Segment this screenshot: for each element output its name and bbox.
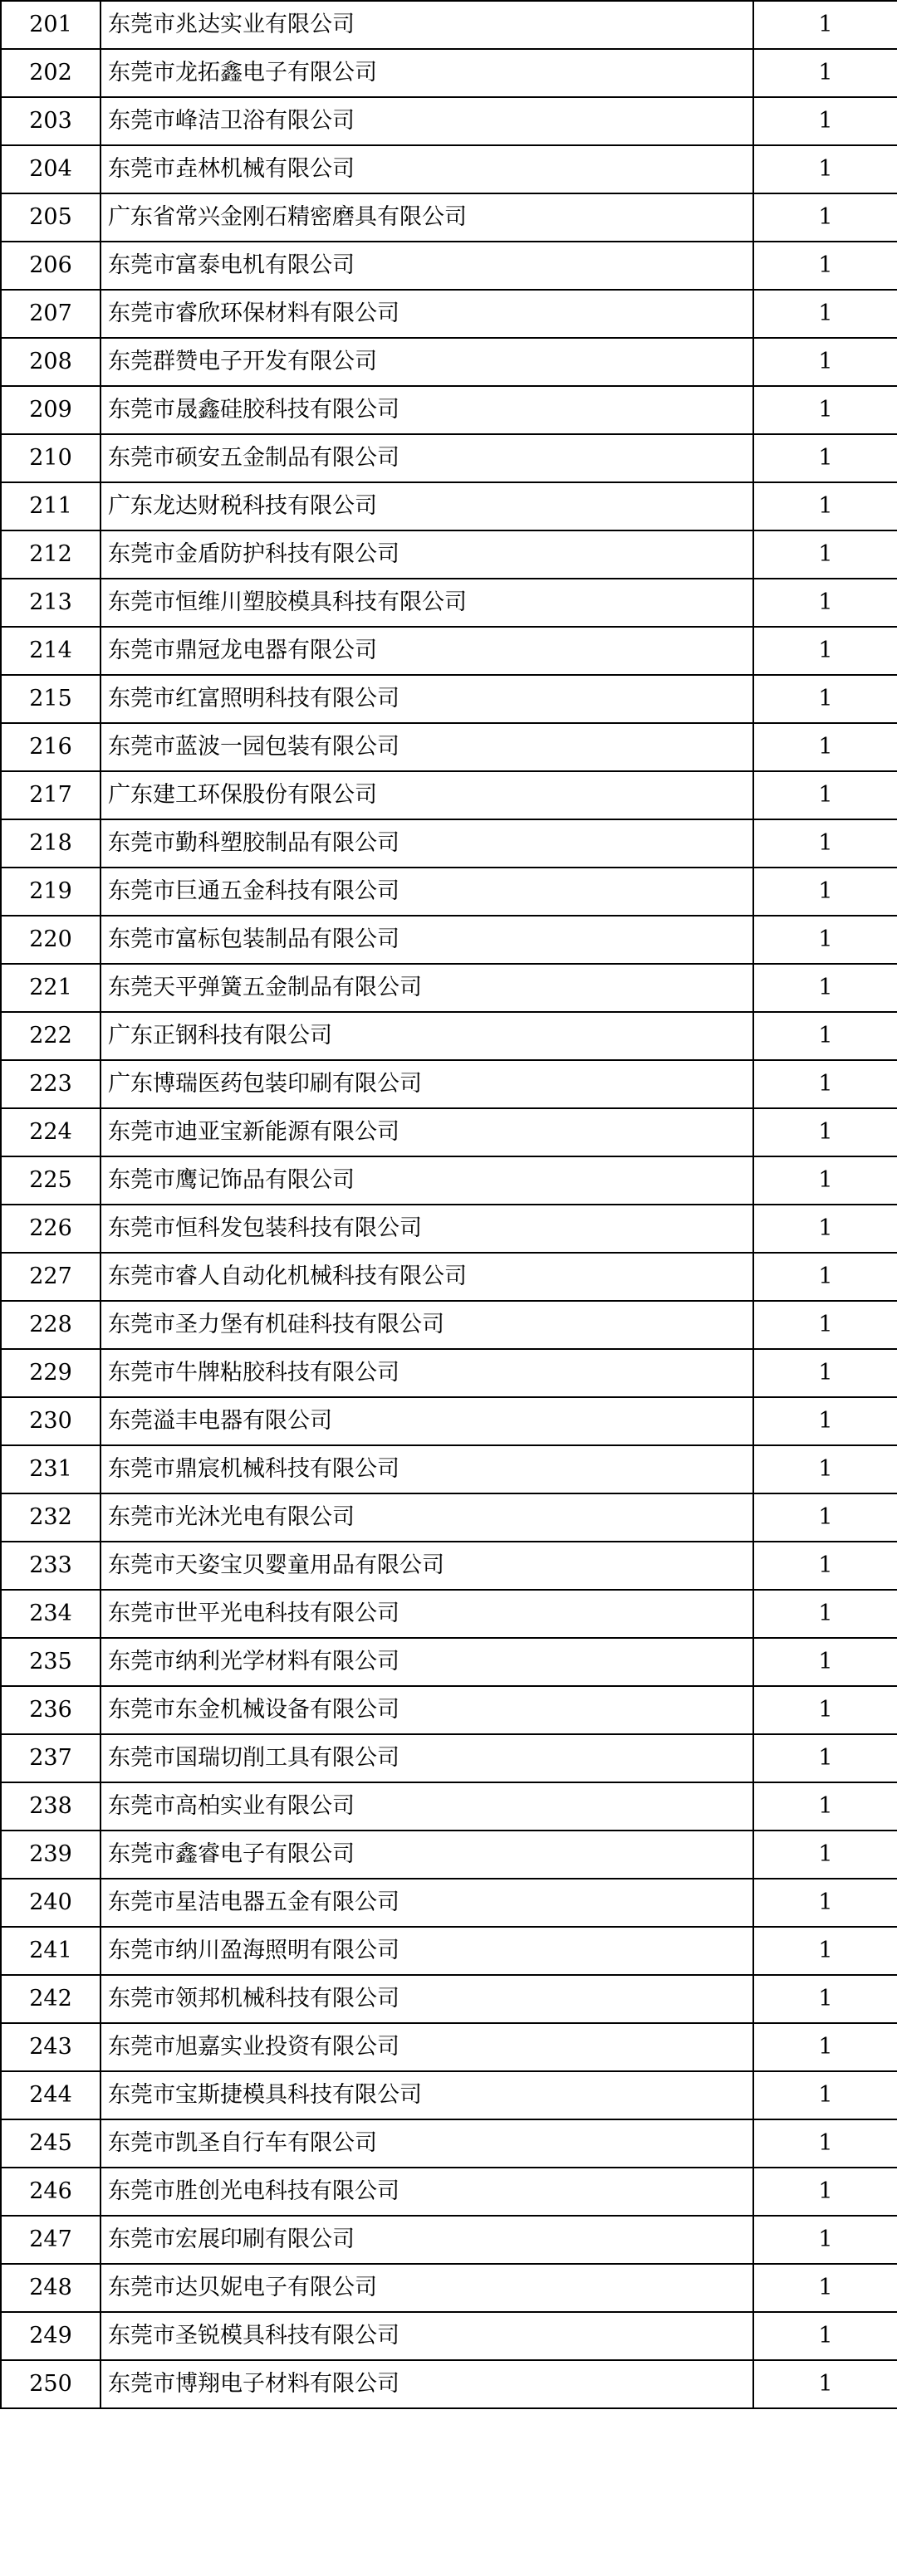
row-number-cell: 245: [1, 2119, 100, 2168]
row-number-cell: 216: [1, 723, 100, 771]
quantity-cell: 1: [753, 1975, 897, 2023]
row-number-cell: 234: [1, 1590, 100, 1638]
table-row: [1, 2360, 897, 2408]
company-name-cell: 东莞市圣力堡有机硅科技有限公司: [100, 1301, 753, 1349]
quantity-cell: 1: [753, 338, 897, 386]
row-number-cell: 239: [1, 1831, 100, 1879]
table-row: [1, 49, 897, 97]
company-name-cell: 东莞市凯圣自行车有限公司: [100, 2119, 753, 2168]
company-name-cell: 东莞市世平光电科技有限公司: [100, 1590, 753, 1638]
table-row: [1, 1638, 897, 1686]
quantity-cell: 1: [753, 1927, 897, 1975]
row-number-cell: 218: [1, 819, 100, 868]
table-row: [1, 290, 897, 338]
quantity-cell: 1: [753, 2119, 897, 2168]
quantity-cell: 1: [753, 1349, 897, 1397]
table-row: [1, 819, 897, 868]
company-name-cell: 东莞市国瑞切削工具有限公司: [100, 1734, 753, 1782]
table-row: [1, 964, 897, 1012]
row-number-cell: 229: [1, 1349, 100, 1397]
company-name-cell: 广东省常兴金刚石精密磨具有限公司: [100, 193, 753, 242]
quantity-cell: 1: [753, 1445, 897, 1493]
row-number-cell: 226: [1, 1205, 100, 1253]
company-name-cell: 东莞市光沐光电有限公司: [100, 1493, 753, 1542]
table-row: [1, 868, 897, 916]
quantity-cell: 1: [753, 1301, 897, 1349]
quantity-cell: 1: [753, 2071, 897, 2119]
table-row: [1, 1445, 897, 1493]
quantity-cell: 1: [753, 819, 897, 868]
row-number-cell: 235: [1, 1638, 100, 1686]
row-number-cell: 247: [1, 2216, 100, 2264]
quantity-cell: 1: [753, 530, 897, 579]
table-row: [1, 2119, 897, 2168]
row-number-cell: 207: [1, 290, 100, 338]
table-row: [1, 434, 897, 482]
company-name-cell: 东莞市胜创光电科技有限公司: [100, 2168, 753, 2216]
table-row: [1, 771, 897, 819]
company-name-cell: 东莞市旭嘉实业投资有限公司: [100, 2023, 753, 2071]
row-number-cell: 209: [1, 386, 100, 434]
table-body: [1, 1, 897, 2408]
row-number-cell: 212: [1, 530, 100, 579]
company-name-cell: 东莞市迪亚宝新能源有限公司: [100, 1108, 753, 1156]
quantity-cell: 1: [753, 1, 897, 49]
row-number-cell: 243: [1, 2023, 100, 2071]
company-name-cell: 东莞市富标包装制品有限公司: [100, 916, 753, 964]
table-row: [1, 1156, 897, 1205]
company-name-cell: 东莞市东金机械设备有限公司: [100, 1686, 753, 1734]
company-name-cell: 东莞市龙拓鑫电子有限公司: [100, 49, 753, 97]
row-number-cell: 231: [1, 1445, 100, 1493]
quantity-cell: 1: [753, 193, 897, 242]
table-row: [1, 2168, 897, 2216]
row-number-cell: 225: [1, 1156, 100, 1205]
row-number-cell: 238: [1, 1782, 100, 1831]
row-number-cell: 237: [1, 1734, 100, 1782]
company-name-cell: 东莞市垚林机械有限公司: [100, 145, 753, 193]
company-name-cell: 东莞市鹰记饰品有限公司: [100, 1156, 753, 1205]
row-number-cell: 222: [1, 1012, 100, 1060]
quantity-cell: 1: [753, 1397, 897, 1445]
quantity-cell: 1: [753, 1060, 897, 1108]
row-number-cell: 203: [1, 97, 100, 145]
company-name-cell: 东莞市硕安五金制品有限公司: [100, 434, 753, 482]
company-name-cell: 东莞溢丰电器有限公司: [100, 1397, 753, 1445]
quantity-cell: 1: [753, 1590, 897, 1638]
quantity-cell: 1: [753, 145, 897, 193]
quantity-cell: 1: [753, 1734, 897, 1782]
table-row: [1, 145, 897, 193]
company-name-cell: 东莞市鼎冠龙电器有限公司: [100, 627, 753, 675]
table-row: [1, 1734, 897, 1782]
row-number-cell: 208: [1, 338, 100, 386]
quantity-cell: 1: [753, 482, 897, 530]
company-name-cell: 东莞市达贝妮电子有限公司: [100, 2264, 753, 2312]
company-name-cell: 广东龙达财税科技有限公司: [100, 482, 753, 530]
row-number-cell: 248: [1, 2264, 100, 2312]
row-number-cell: 236: [1, 1686, 100, 1734]
table-row: [1, 1975, 897, 2023]
company-name-cell: 东莞市峰洁卫浴有限公司: [100, 97, 753, 145]
quantity-cell: 1: [753, 579, 897, 627]
table-row: [1, 2023, 897, 2071]
row-number-cell: 250: [1, 2360, 100, 2408]
quantity-cell: 1: [753, 2312, 897, 2360]
quantity-cell: 1: [753, 964, 897, 1012]
row-number-cell: 246: [1, 2168, 100, 2216]
table-row: [1, 1590, 897, 1638]
company-name-cell: 东莞市纳利光学材料有限公司: [100, 1638, 753, 1686]
row-number-cell: 220: [1, 916, 100, 964]
row-number-cell: 204: [1, 145, 100, 193]
table-row: [1, 1205, 897, 1253]
table-row: [1, 1927, 897, 1975]
quantity-cell: 1: [753, 1831, 897, 1879]
quantity-cell: 1: [753, 916, 897, 964]
company-name-cell: 东莞市红富照明科技有限公司: [100, 675, 753, 723]
company-name-cell: 东莞天平弹簧五金制品有限公司: [100, 964, 753, 1012]
row-number-cell: 242: [1, 1975, 100, 2023]
quantity-cell: 1: [753, 2264, 897, 2312]
quantity-cell: 1: [753, 1205, 897, 1253]
row-number-cell: 240: [1, 1879, 100, 1927]
company-name-cell: 东莞市兆达实业有限公司: [100, 1, 753, 49]
quantity-cell: 1: [753, 97, 897, 145]
table-row: [1, 1542, 897, 1590]
company-name-cell: 东莞市鑫睿电子有限公司: [100, 1831, 753, 1879]
row-number-cell: 206: [1, 242, 100, 290]
quantity-cell: 1: [753, 1638, 897, 1686]
table-row: [1, 1108, 897, 1156]
company-name-cell: 东莞市巨通五金科技有限公司: [100, 868, 753, 916]
table-row: [1, 482, 897, 530]
company-name-cell: 东莞市纳川盈海照明有限公司: [100, 1927, 753, 1975]
company-name-cell: 广东博瑞医药包装印刷有限公司: [100, 1060, 753, 1108]
company-name-cell: 广东正钢科技有限公司: [100, 1012, 753, 1060]
table-row: [1, 2071, 897, 2119]
quantity-cell: 1: [753, 1108, 897, 1156]
company-name-cell: 东莞市晟鑫硅胶科技有限公司: [100, 386, 753, 434]
row-number-cell: 205: [1, 193, 100, 242]
quantity-cell: 1: [753, 386, 897, 434]
quantity-cell: 1: [753, 2216, 897, 2264]
table-row: [1, 2264, 897, 2312]
table-row: [1, 1879, 897, 1927]
company-name-cell: 东莞市富泰电机有限公司: [100, 242, 753, 290]
table-row: [1, 97, 897, 145]
quantity-cell: 1: [753, 242, 897, 290]
table-row: [1, 1060, 897, 1108]
quantity-cell: 1: [753, 1156, 897, 1205]
row-number-cell: 213: [1, 579, 100, 627]
quantity-cell: 1: [753, 675, 897, 723]
company-name-cell: 东莞市金盾防护科技有限公司: [100, 530, 753, 579]
quantity-cell: 1: [753, 2360, 897, 2408]
quantity-cell: 1: [753, 868, 897, 916]
quantity-cell: 1: [753, 1493, 897, 1542]
row-number-cell: 219: [1, 868, 100, 916]
row-number-cell: 227: [1, 1253, 100, 1301]
table-row: [1, 675, 897, 723]
row-number-cell: 210: [1, 434, 100, 482]
table-row: [1, 1493, 897, 1542]
table-row: [1, 338, 897, 386]
row-number-cell: 211: [1, 482, 100, 530]
row-number-cell: 214: [1, 627, 100, 675]
row-number-cell: 202: [1, 49, 100, 97]
quantity-cell: 1: [753, 1782, 897, 1831]
table-row: [1, 1831, 897, 1879]
row-number-cell: 232: [1, 1493, 100, 1542]
company-name-cell: 东莞市领邦机械科技有限公司: [100, 1975, 753, 2023]
row-number-cell: 224: [1, 1108, 100, 1156]
company-name-cell: 东莞市恒科发包装科技有限公司: [100, 1205, 753, 1253]
company-name-cell: 东莞市睿人自动化机械科技有限公司: [100, 1253, 753, 1301]
company-name-cell: 东莞群赞电子开发有限公司: [100, 338, 753, 386]
row-number-cell: 233: [1, 1542, 100, 1590]
quantity-cell: 1: [753, 1253, 897, 1301]
quantity-cell: 1: [753, 2168, 897, 2216]
company-name-cell: 东莞市恒维川塑胶模具科技有限公司: [100, 579, 753, 627]
table-row: [1, 1012, 897, 1060]
quantity-cell: 1: [753, 290, 897, 338]
quantity-cell: 1: [753, 723, 897, 771]
row-number-cell: 230: [1, 1397, 100, 1445]
company-name-cell: 东莞市博翔电子材料有限公司: [100, 2360, 753, 2408]
quantity-cell: 1: [753, 1542, 897, 1590]
table-row: [1, 242, 897, 290]
table-row: [1, 723, 897, 771]
quantity-cell: 1: [753, 49, 897, 97]
row-number-cell: 217: [1, 771, 100, 819]
row-number-cell: 223: [1, 1060, 100, 1108]
row-number-cell: 244: [1, 2071, 100, 2119]
table-row: [1, 579, 897, 627]
company-name-cell: 东莞市蓝波一园包装有限公司: [100, 723, 753, 771]
quantity-cell: 1: [753, 1686, 897, 1734]
table-row: [1, 916, 897, 964]
table-row: [1, 2312, 897, 2360]
company-name-cell: 东莞市牛牌粘胶科技有限公司: [100, 1349, 753, 1397]
company-name-cell: 东莞市圣锐模具科技有限公司: [100, 2312, 753, 2360]
table-row: [1, 193, 897, 242]
company-name-cell: 东莞市天姿宝贝婴童用品有限公司: [100, 1542, 753, 1590]
company-name-cell: 东莞市勤科塑胶制品有限公司: [100, 819, 753, 868]
table-row: [1, 627, 897, 675]
quantity-cell: 1: [753, 1879, 897, 1927]
quantity-cell: 1: [753, 434, 897, 482]
table-row: [1, 2216, 897, 2264]
table-row: [1, 530, 897, 579]
company-name-cell: 广东建工环保股份有限公司: [100, 771, 753, 819]
table-row: [1, 1301, 897, 1349]
table-row: [1, 1686, 897, 1734]
quantity-cell: 1: [753, 627, 897, 675]
table-row: [1, 386, 897, 434]
table-row: [1, 1397, 897, 1445]
company-name-cell: 东莞市高柏实业有限公司: [100, 1782, 753, 1831]
row-number-cell: 221: [1, 964, 100, 1012]
company-name-cell: 东莞市宝斯捷模具科技有限公司: [100, 2071, 753, 2119]
company-name-cell: 东莞市星洁电器五金有限公司: [100, 1879, 753, 1927]
row-number-cell: 228: [1, 1301, 100, 1349]
table-row: [1, 1349, 897, 1397]
table-row: [1, 1253, 897, 1301]
quantity-cell: 1: [753, 1012, 897, 1060]
row-number-cell: 241: [1, 1927, 100, 1975]
table-row: [1, 1, 897, 49]
company-name-cell: 东莞市鼎宸机械科技有限公司: [100, 1445, 753, 1493]
row-number-cell: 215: [1, 675, 100, 723]
row-number-cell: 201: [1, 1, 100, 49]
quantity-cell: 1: [753, 2023, 897, 2071]
table-row: [1, 1782, 897, 1831]
company-name-cell: 东莞市睿欣环保材料有限公司: [100, 290, 753, 338]
row-number-cell: 249: [1, 2312, 100, 2360]
company-name-cell: 东莞市宏展印刷有限公司: [100, 2216, 753, 2264]
quantity-cell: 1: [753, 771, 897, 819]
